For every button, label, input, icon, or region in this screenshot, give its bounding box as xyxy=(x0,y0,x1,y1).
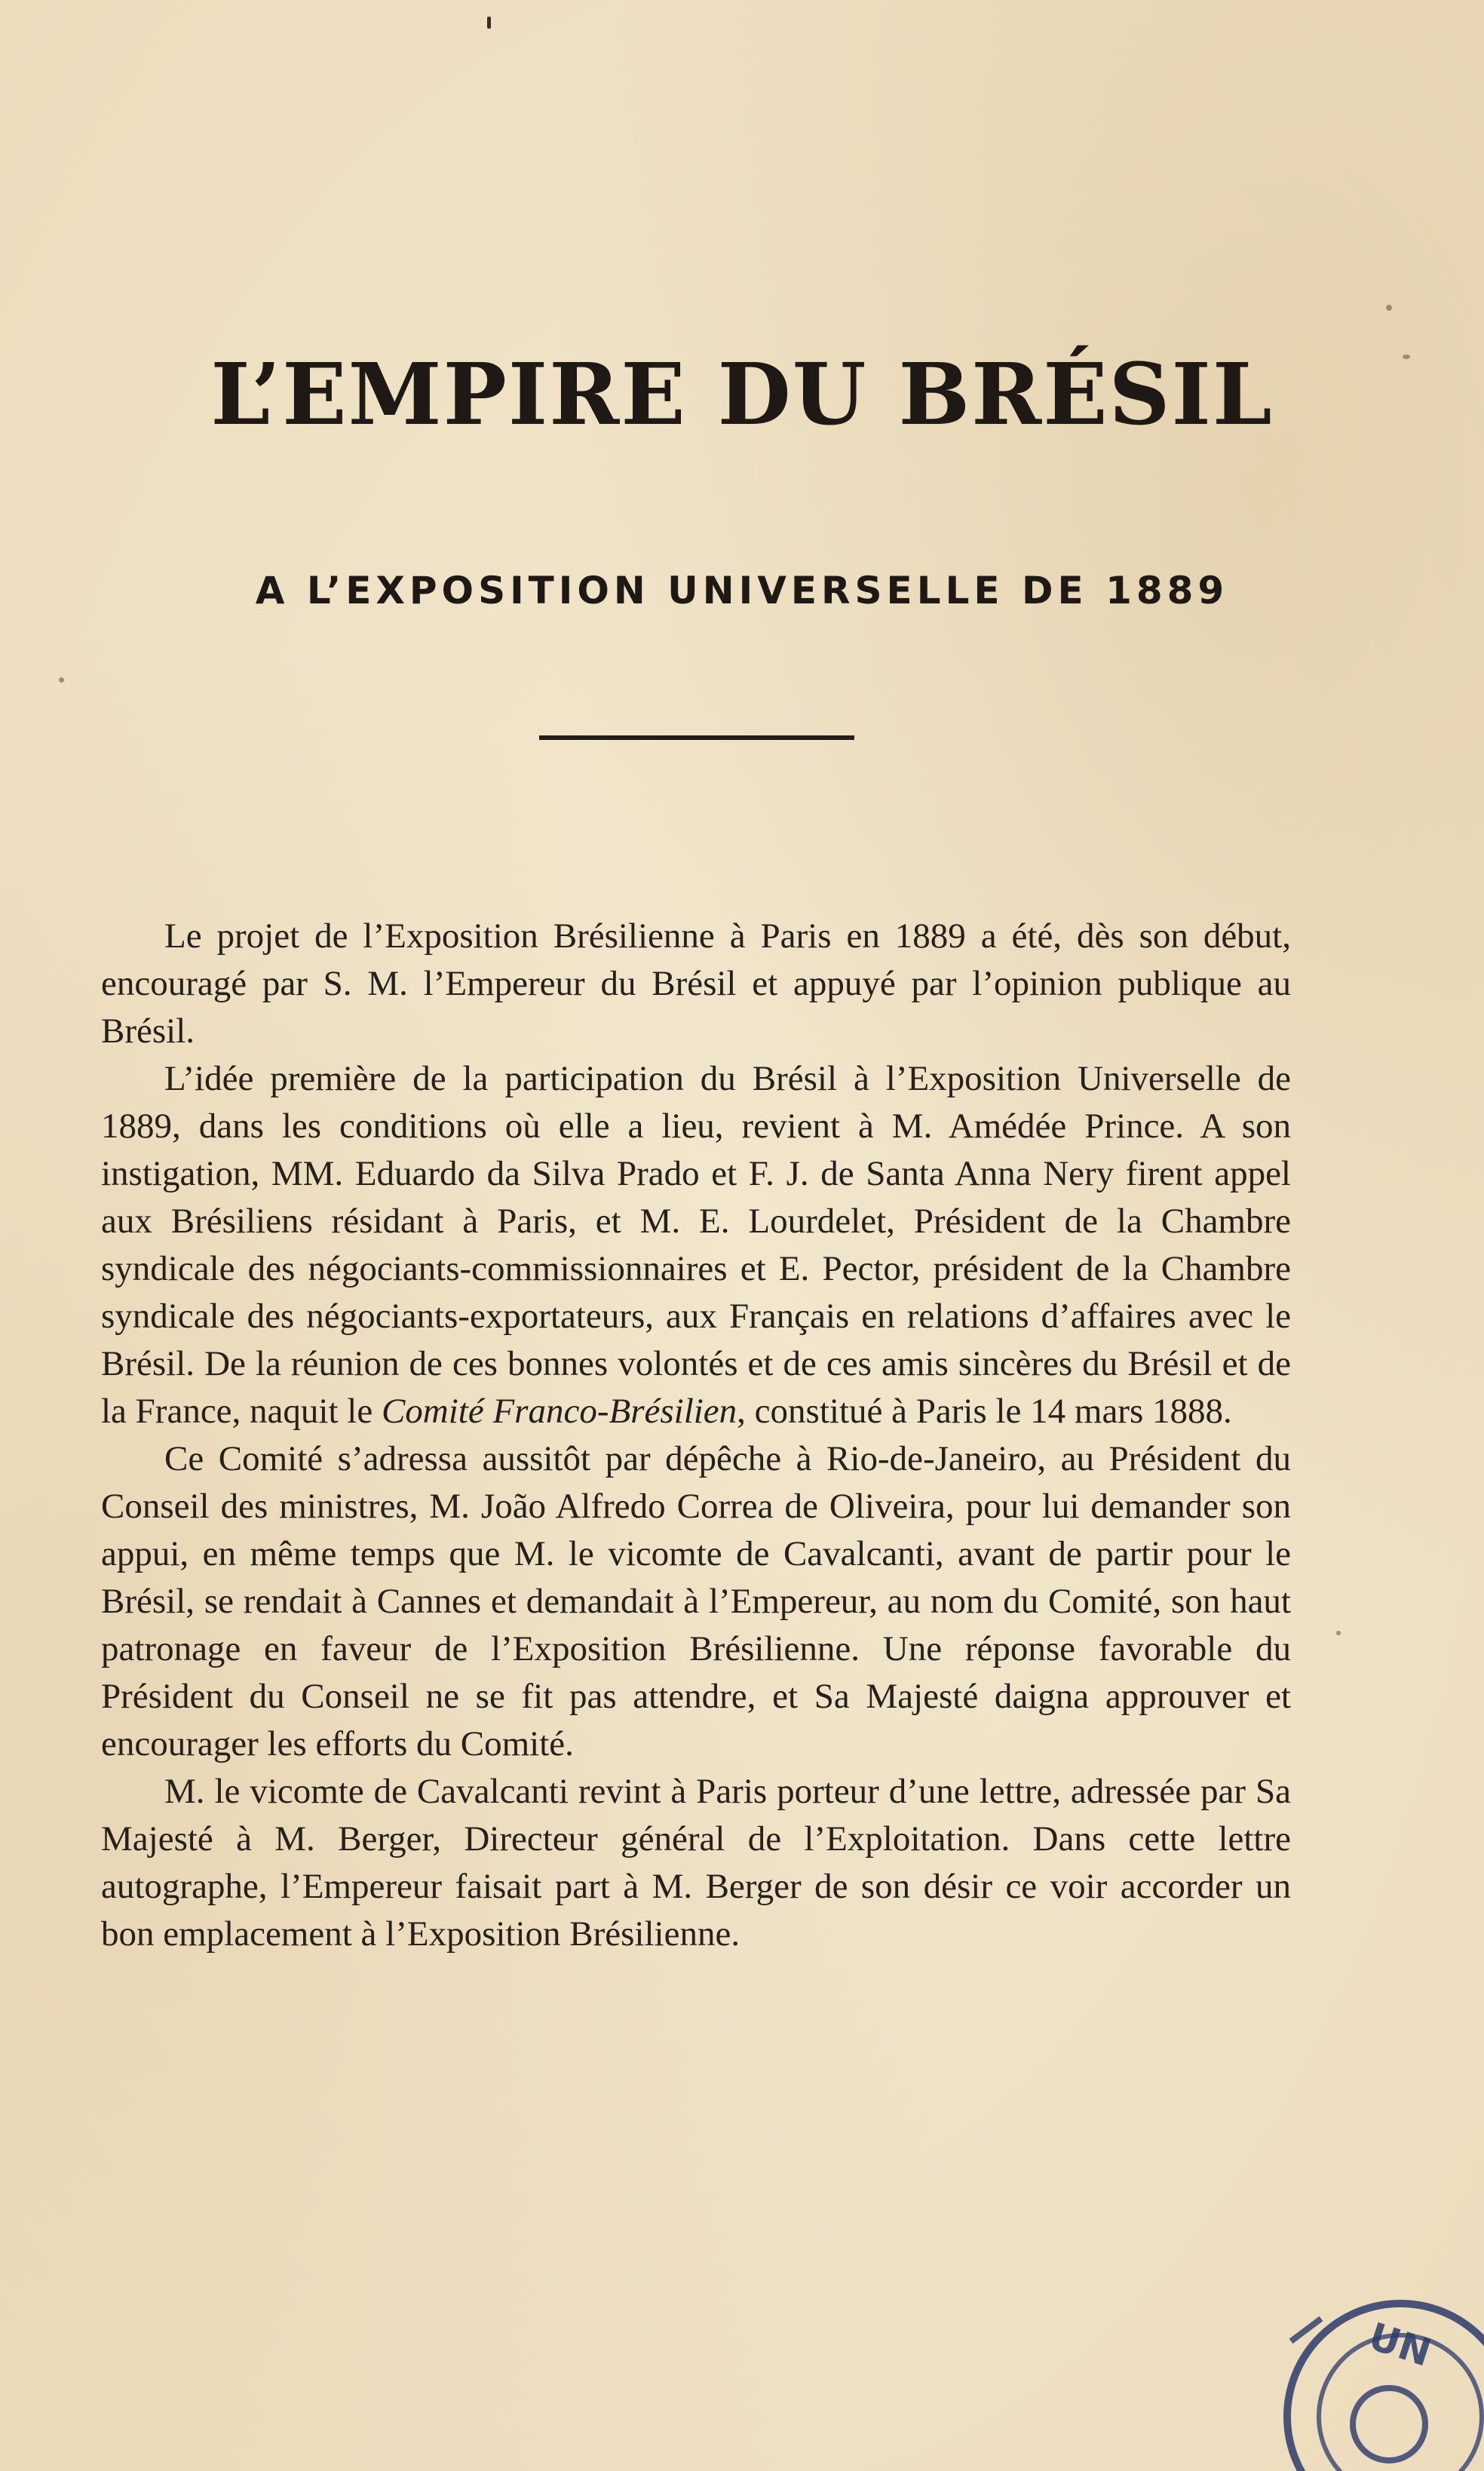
paper-speck xyxy=(59,677,64,683)
stamp-text: UN xyxy=(1363,2314,1436,2375)
paragraph-1: Le projet de l’Exposition Brésilienne à Paris en 1889 a été, dès son début, encouragé par S. M. l’Empereur du Brésil et appuyé par l’opinion publique au Brésil. xyxy=(101,916,1291,1051)
title-divider xyxy=(539,735,854,740)
paragraph-3: Ce Comité s’adressa aussitôt par dépêche à Rio-de-Janeiro, au Président du Conseil des ministres, M. João Alfredo Correa de Oliveira, pour lui demander son appui, en même temps que M. le vicomte de Cavalcanti, avant de partir pour le Brésil, se rendait à Cannes et demandait à l’Empereur, au nom du Comité, son haut patronage en faveur de l’Exposition Brésilienne. Une réponse favorable du Président du Conseil ne se fit pas attendre, et Sa Majesté daigna approuver et encourager les efforts du Comité. xyxy=(101,1439,1291,1763)
paragraph-2-end: , constitué à Paris le 14 mars 1888. xyxy=(737,1392,1232,1431)
paragraph-2 xyxy=(101,1055,1291,1435)
ink-mark xyxy=(487,17,491,29)
document-subtitle: A L’EXPOSITION UNIVERSELLE DE 1889 xyxy=(255,569,1229,612)
paper-speck xyxy=(1386,305,1392,311)
document-title: L’EMPIRE DU BRÉSIL xyxy=(210,345,1274,444)
body-text xyxy=(101,913,1291,1958)
paper-speck xyxy=(1336,1631,1341,1635)
library-stamp-icon xyxy=(1261,2288,1484,2471)
paragraph-4: M. le vicomte de Cavalcanti revint à Paris porteur d’une lettre, adressée par Sa Majesté à M. Berger, Directeur général de l’Exploitation. Dans cette lettre autographe, l’Empereur faisait part à M. Berger de son désir ce voir accorder un bon emplacement à l’Exposition Brésilienne. xyxy=(101,1772,1291,1954)
paragraph-2-text: L’idée première de la participation du Brésil à l’Exposition Universelle de 1889, dans les conditions où elle a lieu, revient à M. Amédée Prince. A son instigation, MM. Eduardo da Silva Prado et F. J. de Santa Anna Nery firent appel aux Brésiliens résidant à Paris, et M. E. Lourdelet, Président de la Chambre syndicale des négociants-commissionnaires et E. Pector, président de la Chambre syndicale des négociants-exportateurs, aux Français en relations d’affaires avec le Brésil. De la réunion de ces bonnes volontés et de ces amis sincères du Brésil et de la France, naquit le xyxy=(101,1059,1291,1431)
stamp-graphic xyxy=(1261,2288,1484,2471)
committee-name: Comité Franco-Brésilien xyxy=(381,1392,737,1431)
